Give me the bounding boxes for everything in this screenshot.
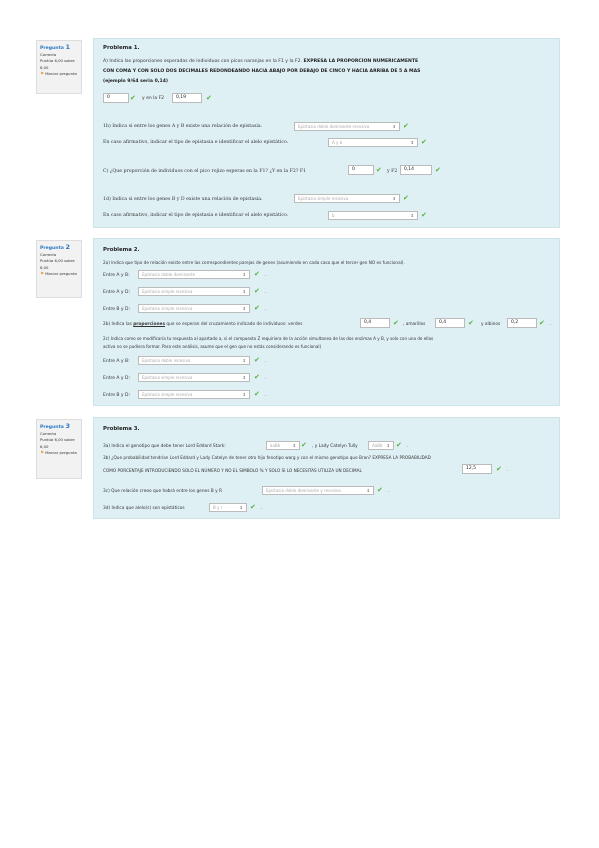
pair-label: Entre B y D: xyxy=(103,307,131,312)
f2-label: y en la F2 xyxy=(142,96,165,101)
check-icon: ✔ xyxy=(403,122,409,130)
caret-icon: ⇕ xyxy=(410,213,414,218)
check-icon: ✔ xyxy=(376,166,382,174)
check-icon: ✔ xyxy=(421,211,427,219)
problem-3-card: Problema 3. 3a) Indica el genotipo que debe tener Lord Eddard Stark: aaBb ⇕ ✔ , y Lady Catelyn Tully AaBb ⇕ ✔ . 3b) ¿Que probabilidad tendrían Lord Eddard y Lady Catelyn de tener otro hijo fenotipo warg y con el mismo genotipo que Bran? EXPRESA LA PROBABILIDAD COMO PORCENTAJE INTRODUCIENDO SOLO EL NÚMERO Y NO EL SIMBOLO % Y SOLO SI LO NECESITAS UTILIZA UN DECIMAL 12,5 ✔ . 3c) Que relación creeo que habrá entre los genes B y R Epistasia doble dominante y recesiva ⇕ ✔ . 3d) Indica que alelo(s) son epistáticos B y r ⇕ ✔ . xyxy=(93,417,560,519)
verdes-input[interactable]: 0,4 xyxy=(360,318,390,328)
question-3d-text: 3d) Indica que alelo(s) son epistáticos xyxy=(103,506,185,511)
problem-2-card: Problema 2. 2a) Indica que tipo de relación existe entre las correspondientes parejas de genes (asumiendo en cada caso que el tercer gen NO es funcional). Entre A y B: Epistasia doble dominante ⇕ ✔ . Entre A y D: Epistasia simple recesiva ⇕ ✔ . Entre B y D: Epistasia simple recesiva ⇕ ✔ . 2b) Indica las proporciones que se esperan del cruzamiento indicado de individuos: verdes 0,4 ✔ , amarillos 0,4 ✔ y albinos 0,2 ✔ . 2c) Indica como se modificaría tu respuesta al apartado a, si el compuesto Z requiriera de la acción simultanea de las dos enzimas A y B, y solo con una de ellas activa no se pudiera formar. Para este análisis, asume que el gen que no estás considerando es funcional) Entre A y B: Epistasia doble recesiva ⇕ ✔ . Entre A y D: Epistasia simple recesiva ⇕ ✔ . Entre B y D: Epistasia simple recesiva ⇕ ✔ . xyxy=(93,238,560,406)
question-3a-text: 3a) Indica el genotipo que debe tener Lord Eddard Stark: xyxy=(103,444,226,449)
pair-label: Entre A y D: xyxy=(103,376,130,381)
question-1b-text: 1b) Indica si entre los genes A y B existe una relación de epistasia. xyxy=(103,124,263,129)
question-text-emphasis: CON COMA Y CON SOLO DOS DECIMALES REDONDEANDO HACIA ABAJO POR DEBAJO DE CINCO Y HACIA ARRIBA DE 5 A MAS xyxy=(103,69,421,74)
check-icon: ✔ xyxy=(206,94,212,102)
question-info-3 xyxy=(36,419,82,479)
amarillos-label: , amarillos xyxy=(403,322,426,327)
flag-question[interactable]: ⚑ Marcar pregunta xyxy=(40,270,77,277)
question-3c-text: 3c) Que relación creeo que habrá entre los genes B y R xyxy=(103,489,223,494)
check-icon: ✔ xyxy=(130,94,136,102)
check-icon: ✔ xyxy=(254,373,260,381)
caret-icon: ⇕ xyxy=(392,124,396,129)
question-example: (ejemplo 9/64 seria 0,14) xyxy=(103,79,168,84)
pair-label: Entre A y B: xyxy=(103,273,130,278)
flag-question[interactable]: ⚑ Marcar pregunta xyxy=(40,70,77,77)
c-f1-input[interactable]: 0 xyxy=(348,165,374,175)
caret-icon: ⇕ xyxy=(242,289,246,294)
epistasis-select-1d[interactable]: Epistasia simple recesiva ⇕ xyxy=(294,194,400,203)
f1-answer-input[interactable]: 0 xyxy=(103,93,129,103)
check-icon: ✔ xyxy=(254,304,260,312)
caret-icon: ⇕ xyxy=(242,392,246,397)
relation-select-ab[interactable]: Epistasia doble dominante ⇕ xyxy=(138,270,250,279)
relation-select-br[interactable]: Epistasia doble dominante y recesiva ⇕ xyxy=(262,486,374,495)
question-2c-text-2: activa no se pudiera formar. Para este análisis, asume que el gen que no estás considerando es funcional) xyxy=(103,344,322,349)
relation-select-c-bd[interactable]: Epistasia simple recesiva ⇕ xyxy=(138,390,250,399)
question-info-2 xyxy=(36,240,82,298)
genotype-select-eddard[interactable]: aaBb ⇕ xyxy=(266,441,300,450)
caret-icon: ⇕ xyxy=(410,140,414,145)
question-score: Puntúa 6,00 sobre 6,00 xyxy=(40,58,75,70)
caret-icon: ⇕ xyxy=(242,358,246,363)
flag-icon: ⚑ xyxy=(40,450,45,456)
check-icon: ✔ xyxy=(421,138,427,146)
caret-icon: ⇕ xyxy=(292,443,296,448)
caret-icon: ⇕ xyxy=(366,488,370,493)
check-icon: ✔ xyxy=(496,465,502,473)
check-icon: ✔ xyxy=(254,270,260,278)
problem-title: Problema 3. xyxy=(103,426,140,432)
relation-select-bd[interactable]: Epistasia simple recesiva ⇕ xyxy=(138,304,250,313)
question-number: Pregunta 2 xyxy=(40,243,71,251)
question-status: Correcta xyxy=(40,252,57,258)
question-text: A) Indica las proporciones esperadas de individuos con picos naranjas en la F1 y la F2. EXPRESA LA PROPORCION NUMERICAMENTE xyxy=(103,59,419,64)
question-1d2-text: En caso afirmativo, indicar el tipo de epistasia e identificar el alelo epistático. xyxy=(103,213,289,218)
allele-select-1b[interactable]: A y b ⇕ xyxy=(328,138,418,147)
albinos-input[interactable]: 0,2 xyxy=(507,318,537,328)
proportions-link[interactable]: proporciones xyxy=(133,322,166,327)
caret-icon: ⇕ xyxy=(392,196,396,201)
question-status: Correcta xyxy=(40,52,57,58)
check-icon: ✔ xyxy=(396,441,402,449)
question-number: Pregunta 1 xyxy=(40,43,71,51)
problem-title: Problema 2. xyxy=(103,247,140,253)
caret-icon: ⇕ xyxy=(386,443,390,448)
c-f2-input[interactable]: 0,14 xyxy=(400,165,432,175)
check-icon: ✔ xyxy=(403,194,409,202)
caret-icon: ⇕ xyxy=(242,306,246,311)
genotype-select-catelyn[interactable]: AaBb ⇕ xyxy=(368,441,394,450)
check-icon: ✔ xyxy=(301,441,307,449)
epistatic-allele-select[interactable]: B y r ⇕ xyxy=(209,503,247,512)
check-icon: ✔ xyxy=(254,390,260,398)
check-icon: ✔ xyxy=(393,319,399,327)
check-icon: ✔ xyxy=(254,356,260,364)
epistasis-select-1b[interactable]: Epistasia doble dominante-recesiva ⇕ xyxy=(294,122,400,131)
check-icon: ✔ xyxy=(435,166,441,174)
allele-select-1d[interactable]: b ⇕ xyxy=(328,211,418,220)
question-info-1 xyxy=(36,40,82,94)
pair-label: Entre B y D: xyxy=(103,393,131,398)
flag-icon: ⚑ xyxy=(40,71,45,77)
probability-input[interactable]: 12,5 xyxy=(462,464,492,474)
question-2a-text: 2a) Indica que tipo de relación existe entre las correspondientes parejas de genes (asumiendo en cada caso que el tercer gen NO es funcional). xyxy=(103,260,405,265)
relation-select-c-ad[interactable]: Epistasia simple recesiva ⇕ xyxy=(138,373,250,382)
flag-question[interactable]: ⚑ Marcar pregunta xyxy=(40,449,77,456)
question-2c-text-1: 2c) Indica como se modificaría tu respuesta al apartado a, si el compuesto Z requiriera de la acción simultanea de las dos enzimas A y B, y solo con una de ellas xyxy=(103,336,434,341)
question-status: Correcta xyxy=(40,431,57,437)
question-number: Pregunta 3 xyxy=(40,422,71,430)
check-icon: ✔ xyxy=(377,486,383,494)
question-score: Puntúa 6,00 sobre 6,00 xyxy=(40,437,75,449)
question-1b2-text: En caso afirmativo, indicar el tipo de epistasia e identificar el alelo epistático. xyxy=(103,140,289,145)
f2-answer-input[interactable]: 0,19 xyxy=(172,93,202,103)
check-icon: ✔ xyxy=(254,287,260,295)
question-1d-text: 1d) Indica si entre los genes B y D existe una relación de epistasia. xyxy=(103,197,263,202)
check-icon: ✔ xyxy=(250,503,256,511)
caret-icon: ⇕ xyxy=(242,375,246,380)
check-icon: ✔ xyxy=(468,319,474,327)
question-2b-text: 2b) Indica las proporciones que se esperan del cruzamiento indicado de individuos: verdes xyxy=(103,322,303,327)
relation-select-c-ab[interactable]: Epistasia doble recesiva ⇕ xyxy=(138,356,250,365)
question-c-text: C) ¿Que proporción de individuos con el pico rojizo esperas en la F1? ¿Y en la F2? F1 xyxy=(103,169,307,174)
check-icon: ✔ xyxy=(539,319,545,327)
albinos-label: y albinos xyxy=(481,322,501,327)
caret-icon: ⇕ xyxy=(239,505,243,510)
pair-label: Entre A y D: xyxy=(103,290,130,295)
problem-title: Problema 1. xyxy=(103,45,140,51)
c-f2-label: y F2 xyxy=(387,169,398,174)
flag-icon: ⚑ xyxy=(40,271,45,277)
pair-label: Entre A y B: xyxy=(103,359,130,364)
question-score: Puntúa 6,00 sobre 6,00 xyxy=(40,258,75,270)
amarillos-input[interactable]: 0,4 xyxy=(435,318,465,328)
catelyn-label: , y Lady Catelyn Tully xyxy=(312,444,358,449)
relation-select-ad[interactable]: Epistasia simple recesiva ⇕ xyxy=(138,287,250,296)
question-3b-text-1: 3b) ¿Que probabilidad tendrían Lord Eddard y Lady Catelyn de tener otro hijo fenotipo warg y con el mismo genotipo que Bran? EXPRESA LA PROBABILIDAD xyxy=(103,455,431,460)
question-3b-text-2: COMO PORCENTAJE INTRODUCIENDO SOLO EL NÚMERO Y NO EL SIMBOLO % Y SOLO SI LO NECESITAS UTILIZA UN DECIMAL xyxy=(103,468,362,473)
caret-icon: ⇕ xyxy=(242,272,246,277)
problem-1-card xyxy=(93,38,560,228)
